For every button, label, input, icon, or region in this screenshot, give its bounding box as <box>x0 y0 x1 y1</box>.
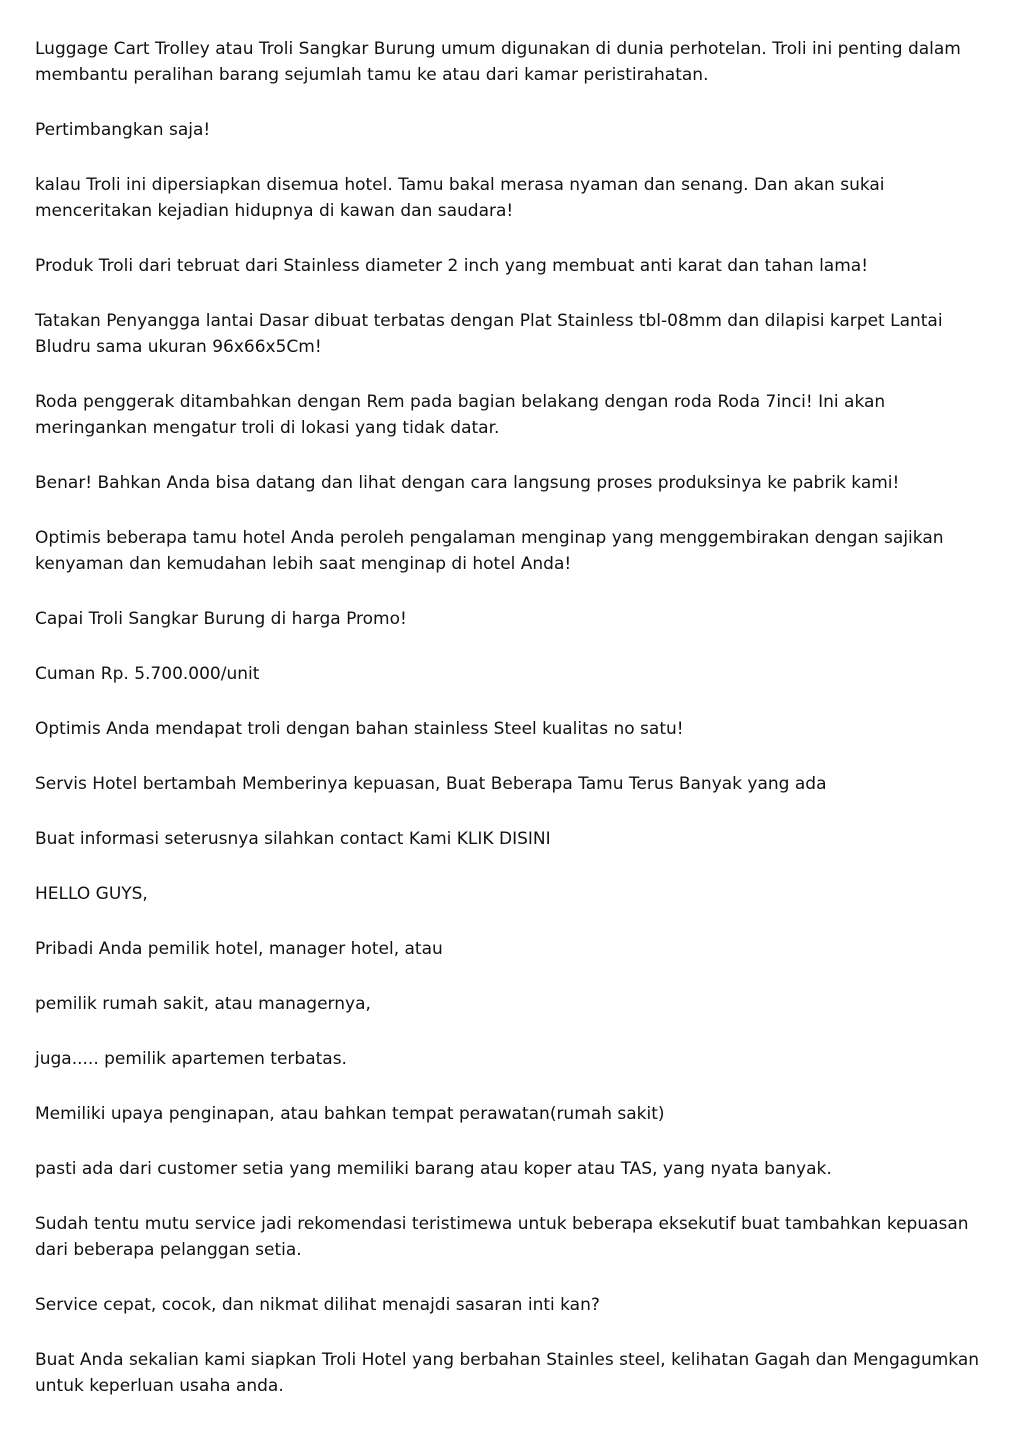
paragraph-contact: Buat informasi seterusnya silahkan contact Kami KLIK DISINI <box>35 829 551 849</box>
paragraph-factory-visit: Benar! Bahkan Anda bisa datang dan lihat dengan cara langsung proses produksinya ke pabrik kami! <box>35 473 900 493</box>
paragraph-wheels: Roda penggerak ditambahkan dengan Rem pada bagian belakang dengan roda Roda 7inci! Ini akan meringankan mengatur troli di lokasi yang tidak datar. <box>35 392 886 438</box>
paragraph-service-goal: Service cepat, cocok, dan nikmat dilihat menajdi sasaran inti kan? <box>35 1295 600 1315</box>
paragraph-audience-hotel: Pribadi Anda pemilik hotel, manager hotel, atau <box>35 939 443 959</box>
paragraph-service-quality: Sudah tentu mutu service jadi rekomendasi teristimewa untuk beberapa eksekutif buat tambahkan kepuasan dari beberapa pelanggan setia. <box>35 1214 969 1260</box>
document-body <box>35 36 990 1428</box>
paragraph-material: Produk Troli dari tebruat dari Stainless diameter 2 inch yang membuat anti karat dan tahan lama! <box>35 256 869 276</box>
paragraph-base-plate: Tatakan Penyangga lantai Dasar dibuat terbatas dengan Plat Stainless tbl-08mm dan dilapisi karpet Lantai Bludru sama ukuran 96x66x5Cm! <box>35 311 943 357</box>
paragraph-price: Cuman Rp. 5.700.000/unit <box>35 664 260 684</box>
paragraph-business: Memiliki upaya penginapan, atau bahkan tempat perawatan(rumah sakit) <box>35 1104 665 1124</box>
paragraph-guest-experience: Optimis beberapa tamu hotel Anda peroleh pengalaman menginap yang menggembirakan dengan sajikan kenyaman dan kemudahan lebih saat menginap di hotel Anda! <box>35 528 944 574</box>
paragraph-quality: Optimis Anda mendapat troli dengan bahan stainless Steel kualitas no satu! <box>35 719 684 739</box>
paragraph-closing: Buat Anda sekalian kami siapkan Troli Hotel yang berbahan Stainles steel, kelihatan Gagah dan Mengagumkan untuk keperluan usaha anda. <box>35 1350 980 1396</box>
paragraph-audience-apartment: juga..... pemilik apartemen terbatas. <box>35 1049 347 1069</box>
paragraph-consider: Pertimbangkan saja! <box>35 120 211 140</box>
paragraph-greeting: HELLO GUYS, <box>35 884 148 904</box>
paragraph-intro: Luggage Cart Trolley atau Troli Sangkar Burung umum digunakan di dunia perhotelan. Troli ini penting dalam membantu peralihan barang sejumlah tamu ke atau dari kamar peristirahatan. <box>35 39 961 85</box>
paragraph-service: Servis Hotel bertambah Memberinya kepuasan, Buat Beberapa Tamu Terus Banyak yang ada <box>35 774 827 794</box>
paragraph-comfort: kalau Troli ini dipersiapkan disemua hotel. Tamu bakal merasa nyaman dan senang. Dan akan sukai menceritakan kejadian hidupnya di kawan dan saudara! <box>35 175 885 221</box>
paragraph-customers: pasti ada dari customer setia yang memiliki barang atau koper atau TAS, yang nyata banyak. <box>35 1159 832 1179</box>
paragraph-promo: Capai Troli Sangkar Burung di harga Promo! <box>35 609 407 629</box>
paragraph-audience-hospital: pemilik rumah sakit, atau managernya, <box>35 994 371 1014</box>
